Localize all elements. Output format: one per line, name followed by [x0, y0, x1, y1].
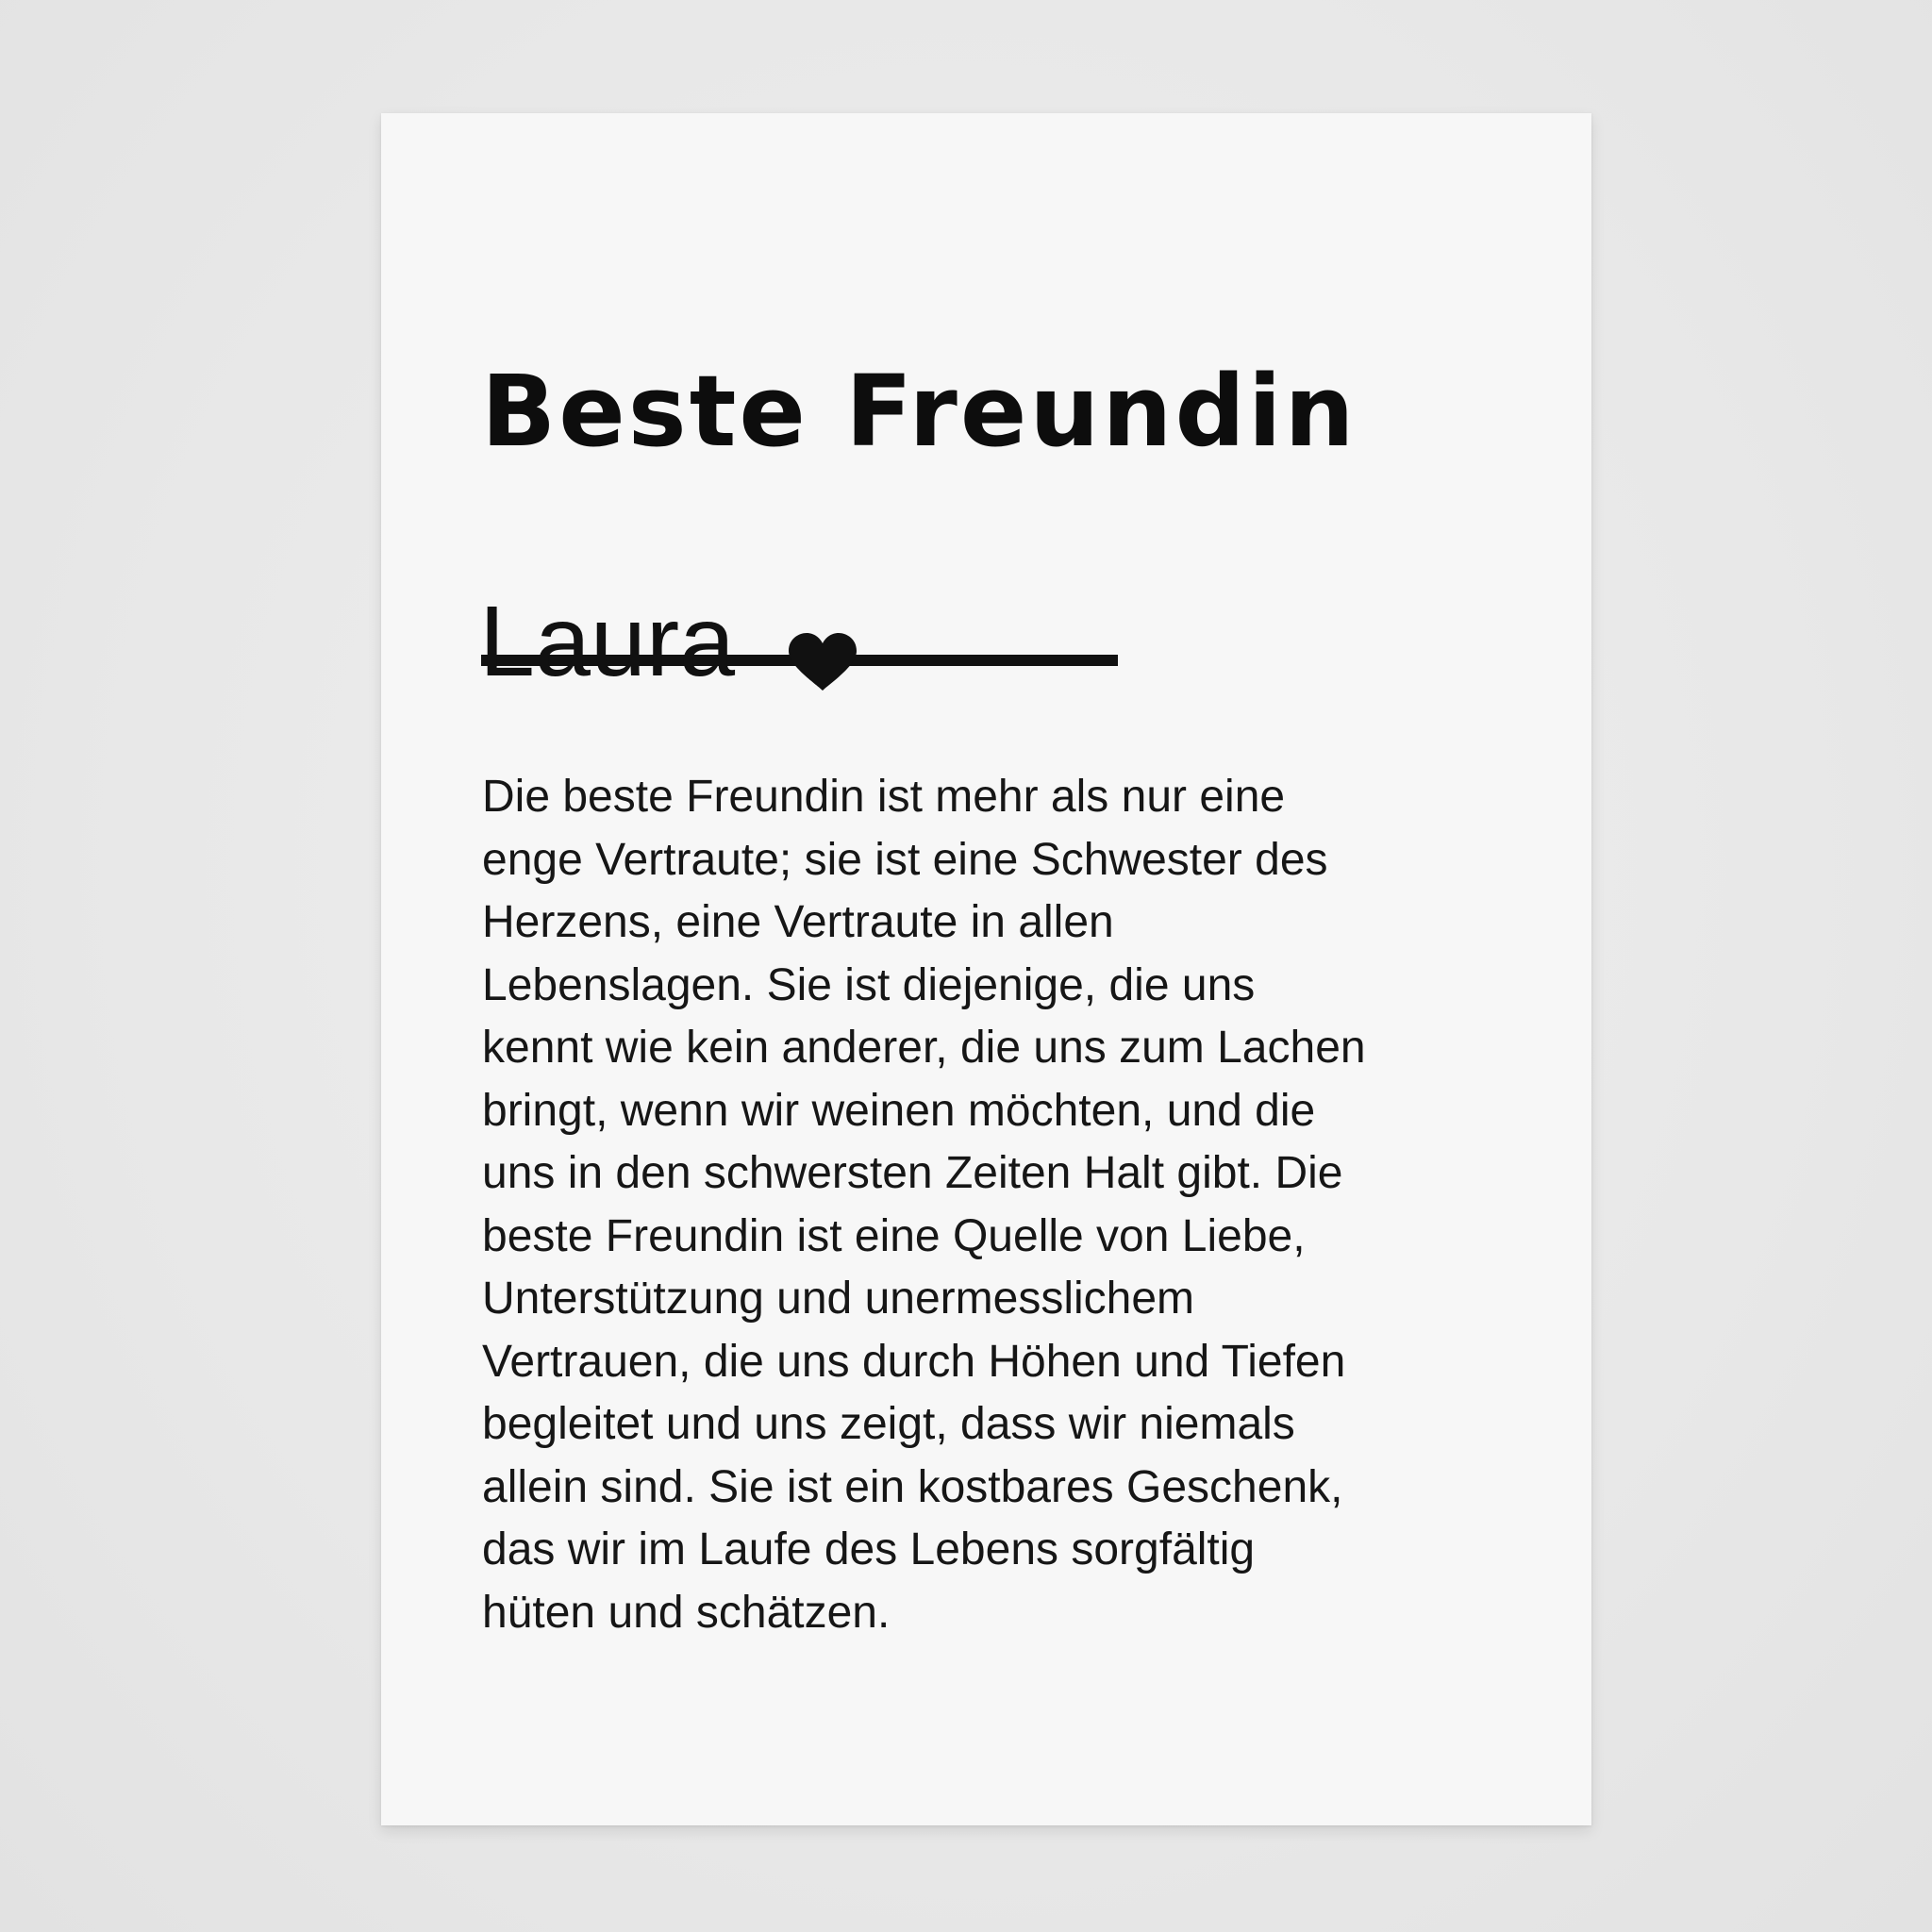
poster-sheet: [381, 113, 1591, 1825]
definition-line: beste Freundin ist eine Quelle von Liebe,: [482, 1210, 1306, 1261]
definition-line: enge Vertraute; sie ist eine Schwester des: [482, 834, 1328, 885]
poster-title: Beste Freundin: [481, 354, 1357, 469]
definition-line: begleitet und uns zeigt, dass wir niemals: [482, 1399, 1295, 1449]
recipient-name: Laura: [479, 586, 736, 697]
definition-line: hüten und schätzen.: [482, 1587, 891, 1638]
definition-line: bringt, wenn wir weinen möchten, und die: [482, 1085, 1316, 1136]
definition-text: [482, 766, 1510, 1644]
definition-line: das wir im Laufe des Lebens sorgfältig: [482, 1524, 1256, 1574]
definition-line: Die beste Freundin ist mehr als nur eine: [482, 772, 1286, 822]
definition-line: allein sind. Sie ist ein kostbares Geschenk,: [482, 1461, 1343, 1512]
definition-line: kennt wie kein anderer, die uns zum Lachen: [482, 1023, 1366, 1073]
definition-line: Unterstützung und unermesslichem: [482, 1274, 1195, 1324]
divider-line-right: [821, 655, 1118, 666]
heart-icon: [789, 633, 857, 691]
definition-line: Vertrauen, die uns durch Höhen und Tiefen: [482, 1336, 1346, 1387]
definition-line: Lebenslagen. Sie ist diejenige, die uns: [482, 959, 1256, 1010]
definition-line: uns in den schwersten Zeiten Halt gibt. Die: [482, 1148, 1343, 1198]
definition-line: Herzens, eine Vertraute in allen: [482, 897, 1114, 947]
